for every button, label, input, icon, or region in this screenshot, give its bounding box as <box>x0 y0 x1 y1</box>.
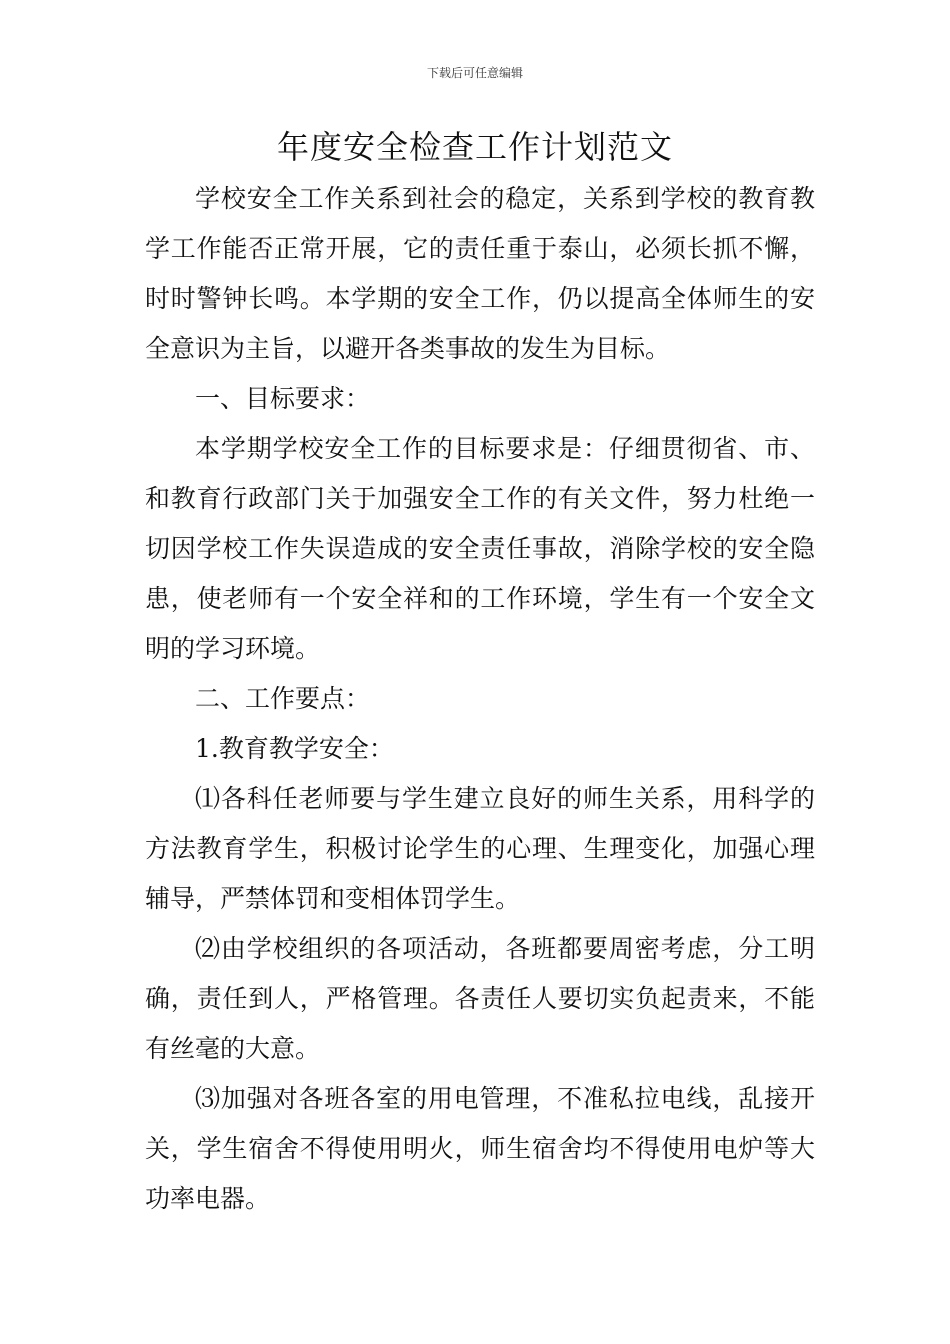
document-body <box>145 174 815 1224</box>
intro-paragraph: 学校安全工作关系到社会的稳定，关系到学校的教育教学工作能否正常开展，它的责任重于泰山，必须长抓不懈，时时警钟长鸣。本学期的安全工作，仍以提高全体师生的安全意识为主旨，以避开各类事故的发生为目标。 <box>145 184 815 363</box>
item-paragraph-1: ⑴各科任老师要与学生建立良好的师生关系，用科学的方法教育学生，积极讨论学生的心理、生理变化，加强心理辅导，严禁体罚和变相体罚学生。 <box>145 784 815 913</box>
item-paragraph-2: ⑵由学校组织的各项活动，各班都要周密考虑，分工明确，责任到人，严格管理。各责任人要切实负起责来，不能有丝毫的大意。 <box>145 934 815 1063</box>
header-note: 下载后可任意编辑 <box>426 66 523 80</box>
subheading-teaching-safety: 1.教育教学安全： <box>195 734 394 763</box>
section-heading-goals: 一、目标要求： <box>195 384 371 413</box>
item-paragraph-3: ⑶加强对各班各室的用电管理，不准私拉电线，乱接开关，学生宿舍不得使用明火，师生宿舍均不得使用电炉等大功率电器。 <box>145 1084 815 1213</box>
section-heading-key-points: 二、工作要点： <box>195 684 371 713</box>
document-title: 年度安全检查工作计划范文 <box>276 128 673 166</box>
goals-paragraph: 本学期学校安全工作的目标要求是：仔细贯彻省、市、和教育行政部门关于加强安全工作的有关文件，努力杜绝一切因学校工作失误造成的安全责任事故，消除学校的安全隐患，使老师有一个安全祥和的工作环境，学生有一个安全文明的学习环境。 <box>145 434 815 663</box>
